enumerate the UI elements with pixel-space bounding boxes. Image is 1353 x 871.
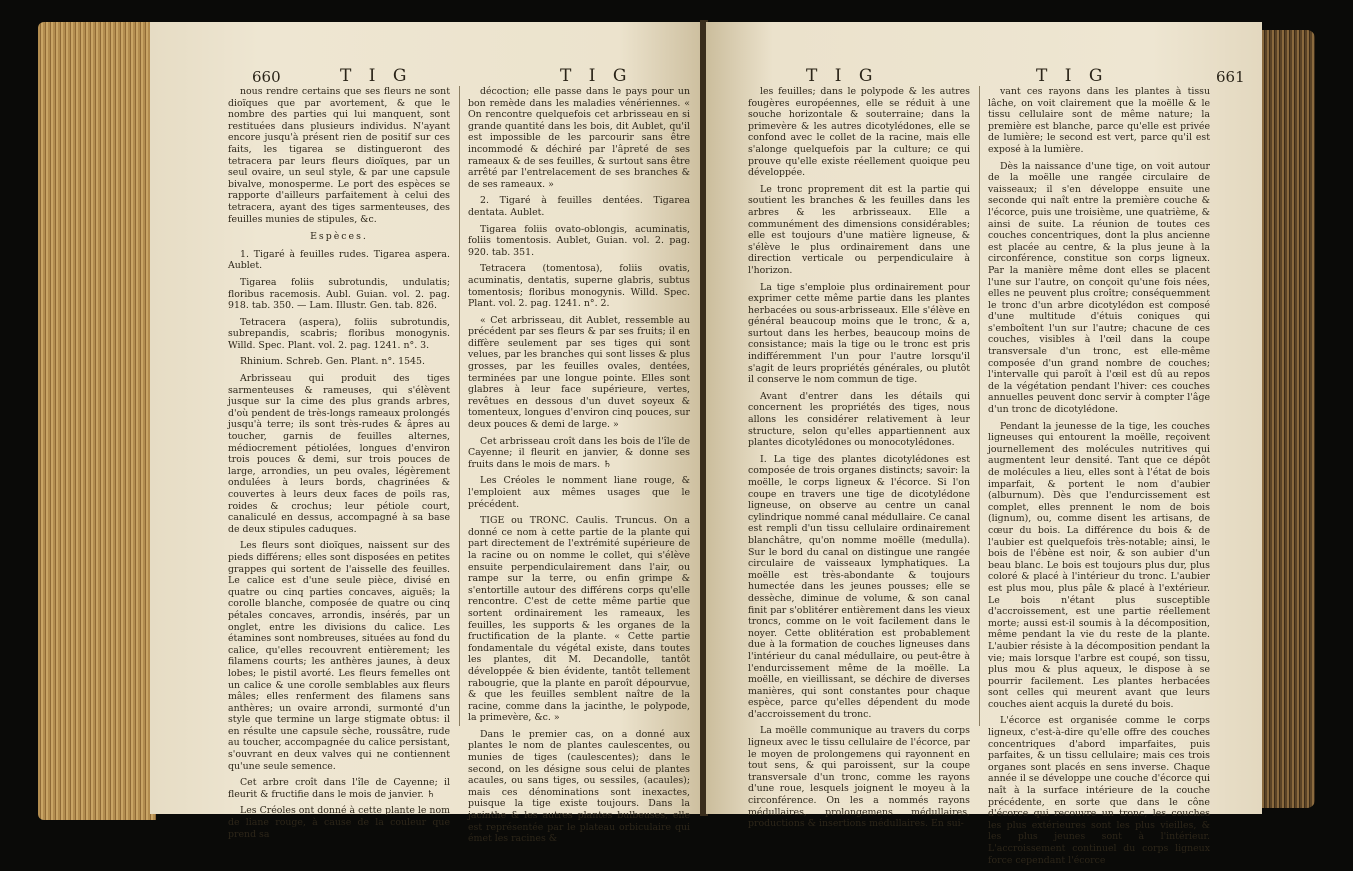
text-column-2 — [468, 86, 690, 850]
paragraph: les feuilles; dans le polypode & les autres fougères européennes, elle se réduit à une souche horizontale & souterraine; dans la primevère & les autres dicotylédones, elle se confond avec le collet de la racine, mais elle s'alonge quelquefois par la culture; ce qui prouve qu'elle existe réellement quoique peu développée. — [748, 86, 970, 179]
running-head: T I G — [1036, 66, 1109, 86]
text-column-1 — [228, 86, 450, 845]
paragraph: Espèces. — [310, 231, 368, 243]
page-number: 661 — [1216, 68, 1245, 86]
paragraph: Dans le premier cas, on a donné aux plantes le nom de plantes caulescentes, ou munies de tiges (caulescentes); dans le second, on les désigne sous celui de plantes acaules, ou sans tiges, ou sessiles, (acaules); mais ces dénominations sont inexactes, puisque la tige existe toujours. Dans la jacinthe & les autres plantes bulbeuses, elle est représentée par le plateau orbiculaire qui émet les racines & — [468, 728, 690, 845]
paragraph: La tige s'emploie plus ordinairement pour exprimer cette même partie dans les plantes herbacées ou sous-arbrisseaux. Elle s'élève en général beaucoup moins que le tronc, & a, surtout dans les herbes, beaucoup moins de consistance; mais la tige ou le tronc est pris indifféremment l'un pour l'autre lorsqu'il s'agit de leurs propriétés générales, ou plutôt il conserve le nom commun de tige. — [748, 281, 970, 386]
column-rule — [979, 86, 980, 726]
text-column-2 — [988, 86, 1210, 871]
left-page — [150, 22, 702, 845]
paragraph: nous rendre certains que ses fleurs ne sont dioïques que par avortement, & que le nombre des parties qui lui manquent, sont restituées dans plusieurs individus. N'ayant encore jusqu'à présent rien de positif sur ces faits, les tigarea se distingueront des tetracera par leurs fleurs dioïques, par un seul ovaire, un seul style, & par une capsule bivalve, monosperme. Le port des espèces se rapporte d'ailleurs parfaitement à celui des tetracera, ayant des tiges sarmenteuses, des feuilles munies de stipules, &c. — [228, 86, 450, 225]
text-column-1 — [748, 86, 970, 835]
paragraph: Avant d'entrer dans les détails qui concernent les propriétés des tiges, nous allons les considérer relativement à leur structure, selon qu'elles appartiennent aux plantes dicotylédones ou monocotylédones. — [748, 390, 970, 449]
running-head: T I G — [560, 66, 633, 86]
running-head: T I G — [806, 66, 879, 86]
paragraph: Tigarea foliis subrotundis, undulatis; floribus racemosis. Aubl. Guian. vol. 2. pag. 918. tab. 350. — Lam. Illustr. Gen. tab. 826. — [228, 276, 450, 312]
paragraph: Rhinium. Schreb. Gen. Plant. n°. 1545. — [240, 356, 425, 368]
paragraph: Tigarea foliis ovato-oblongis, acuminatis, foliis tomentosis. Aublet, Guian. vol. 2. pag. 920. tab. 351. — [468, 223, 690, 258]
paragraph: Arbrisseau qui produit des tiges sarmenteuses & rameuses, qui s'élèvent jusque sur la cime des plus grands arbres, d'où pendent de très-longs rameaux prolongés jusqu'à terre; ils sont très-rudes & âpres au toucher, garnis de feuilles alternes, médiocrement pétiolées, longues d'environ trois pouces & demi, sur trois pouces de large, arrondies, un peu ovales, légèrement ondulées à leurs bords, chagrinées & couvertes à leurs deux faces de poils ras, roides & crochus; leur pétiole court, canaliculé en dessus, accompagné à sa base de deux stipules caduques. — [228, 373, 450, 535]
paragraph: Le tronc proprement dit est la partie qui soutient les branches & les feuilles dans les arbres & les arbrisseaux. Elle a communément des dimensions considérables; elle est toujours d'une matière ligneuse, & s'élève le plus ordinairement dans une direction verticale ou perpendiculaire à l'horizon. — [748, 183, 970, 276]
paragraph: I. La tige des plantes dicotylédones est composée de trois organes distincts; savoir: la moëlle, le corps ligneux & l'écorce. Si l'on coupe en travers une tige de dicotylédone ligneuse, on observe au centre un canal cylindrique nommé canal médullaire. Ce canal est rempli d'un tissu cellulaire ordinairement blanchâtre, qu'on nomme moëlle (medulla). Sur le bord du canal on distingue une rangée circulaire de vaisseaux lymphatiques. La moëlle est très-abondante & toujours humectée dans les jeunes pousses; elle se dessèche, diminue de volume, & son canal finit par s'oblitérer entièrement dans les vieux troncs, comme on le voit facilement dans le noyer. Cette oblitération est probablement due à la formation de couches ligneuses dans l'intérieur du canal médullaire, ou peut-être à l'endurcissement même de la moëlle. La moëlle, en vieillissant, se déchire de diverses manières, qui sont constantes pour chaque espèce, parce qu'elles dépendent du mode d'accroissement du tronc. — [748, 453, 970, 720]
page-number: 660 — [252, 68, 281, 86]
book-fore-edge — [38, 22, 156, 820]
paragraph: TIGE ou TRONC. Caulis. Truncus. On a donné ce nom à cette partie de la plante qui part directement de l'extrémité supérieure de la racine ou on nomme le collet, qui s'élève ensuite perpendiculairement dans l'air, ou rampe sur la terre, ou enfin grimpe & s'entortille autour des différens corps qu'elle rencontre. C'est de cette même partie que sortent ordinairement les rameaux, les feuilles, les supports & les organes de la fructification de la plante. « Cette partie fondamentale du végétal existe, dans toutes les plantes, dit M. Decandolle, tantôt développée & bien évidente, tantôt tellement rabougrie, que la plante en paroît dépourvue, & que les feuilles semblent naître de la racine, comme dans la jacinthe, le polypode, la primevère, &c. » — [468, 515, 690, 724]
paragraph: Les Créoles ont donné à cette plante le nom de liane rouge, à cause de la couleur que prend sa — [228, 805, 450, 840]
paragraph: Cet arbre croît dans l'île de Cayenne; il fleurit & fructifie dans le mois de janvier. ♄ — [228, 777, 450, 800]
paragraph: décoction; elle passe dans le pays pour un bon remède dans les maladies vénériennes. « On rencontre quelquefois cet arbrisseau en si grande quantité dans les bois, dit Aublet, qu'il est impossible de les parcourir sans être incommodé & déchiré par l'âpreté de ses rameaux & de ses feuilles, & surtout sans être arrêté par l'entrelacement de ses branches & de ses rameaux. » — [468, 86, 690, 190]
paragraph: Pendant la jeunesse de la tige, les couches ligneuses qui entourent la moëlle, reçoivent journellement des molécules nutritives qui augmentent leur densité. Tant que ce dépôt de molécules a lieu, elles sont à l'état de bois imparfait, & portent le nom d'aubier (alburnum). Dès que l'endurcissement est complet, elles prennent le nom de bois (lignum), ou, comme disent les artisans, de cœur du bois. La différence du bois & de l'aubier est quelquefois très-notable; ainsi, le bois de l'ébène est noir, & son aubier d'un beau blanc. Le bois est toujours plus dur, plus coloré & placé à l'intérieur du tronc. L'aubier est plus mou, plus pâle & placé à l'extérieur. Le bois n'étant plus susceptible d'accroissement, est une partie réellement morte; aussi est-il soumis à la décomposition, même pendant la vie du reste de la plante. L'aubier résiste à la décomposition pendant la vie; mais lorsque l'arbre est coupé, son tissu, plus mou & plus aqueux, le dispose à se pourrir facilement. Les plantes herbacées sont celles qui meurent avant que leurs couches aient acquis la dureté du bois. — [988, 420, 1210, 710]
column-rule — [459, 86, 460, 726]
paragraph: La moëlle communique au travers du corps ligneux avec le tissu cellulaire de l'écorce, par le moyen de prolongemens qui rayonnent en tout sens, & qui paroissent, sur la coupe transversale d'un tronc, comme les rayons d'une roue, lesquels joignent le moyeu à la circonférence. On les a nommés rayons médullaires, prolongemens médullaires, productions & insertions médullaires. En sui- — [748, 725, 970, 830]
paragraph: « Cet arbrisseau, dit Aublet, ressemble au précédent par ses fleurs & par ses fruits; il en diffère seulement par ses tiges qui sont velues, par les branches qui sont lisses & plus grosses, par les feuilles ovales, dentées, terminées par une longue pointe. Elles sont glabres à leur face supérieure, vertes, revêtues en dessous d'un duvet soyeux & tomenteux, longues d'environ cinq pouces, sur deux pouces & demi de large. » — [468, 314, 691, 431]
paragraph: Tetracera (aspera), foliis subrotundis, subrepandis, scabris; floribus monogynis. Willd. Spec. Plant. vol. 2. pag. 1241. n°. 3. — [228, 316, 450, 351]
paragraph: L'écorce est organisée comme le corps ligneux, c'est-à-dire qu'elle offre des couches concentriques d'abord imparfaites, puis parfaites, & un tissu cellulaire; mais ces trois organes sont placés en sens inverse. Chaque année il se développe une couche d'écorce qui naît à la surface intérieure de la couche précédente, en sorte que dans le cône d'écorce qui recouvre un tronc, les couches les plus extérieures sont les plus vieilles, & les plus jeunes sont à l'intérieur. L'accroissement continuel du corps ligneux force cependant l'écorce — [988, 715, 1210, 866]
paragraph: Les fleurs sont dioïques, naissent sur des pieds différens; elles sont disposées en petites grappes qui sortent de l'aisselle des feuilles. Le calice est d'une seule pièce, divisé en quatre ou cinq parties concaves, aiguës; la corolle blanche, composée de quatre ou cinq pétales concaves, arrondis, insérés, par un onglet, entre les divisions du calice. Les étamines sont nombreuses, situées au fond du calice, qu'elles recouvrent entièrement; les filamens courts; les anthères jaunes, à deux lobes; le pistil avorté. Les fleurs femelles ont un calice & une corolle semblables aux fleurs mâles; elles renferment des filamens sans anthères; un ovaire arrondi, surmonté d'un style que termine un large stigmate obtus: il en résulte une capsule sèche, roussâtre, rude au toucher, accompagnée du calice persistant, s'ouvrant en deux valves qui ne contiennent qu'une seule semence. — [228, 540, 450, 772]
paragraph: Les Créoles le nomment liane rouge, & l'emploient aux mêmes usages que le précédent. — [468, 475, 690, 510]
paragraph: 2. Tigaré à feuilles dentées. Tigarea dentata. Aublet. — [468, 195, 690, 218]
book-back-edge — [1255, 30, 1315, 808]
paragraph: 1. Tigaré à feuilles rudes. Tigarea aspera. Aublet. — [228, 248, 450, 272]
running-head: T I G — [340, 66, 413, 86]
paragraph: Tetracera (tomentosa), foliis ovatis, acuminatis, dentatis, superne glabris, subtus tomentosis; floribus monogynis. Willd. Spec. Plant. vol. 2. pag. 1241. n°. 2. — [468, 263, 690, 310]
paragraph: Dès la naissance d'une tige, on voit autour de la moëlle une rangée circulaire de vaisseaux; il s'en développe ensuite une seconde qui naît entre la première couche & l'écorce, puis une troisième, une quatrième, & ainsi de suite. La réunion de toutes ces couches concentriques, dont la plus ancienne est placée au centre, & la plus jeune à la circonférence, constitue son corps ligneux. Par la manière même dont elles se placent l'une sur l'autre, on conçoit qu'une fois nées, elles ne peuvent plus croître; conséquemment le tronc d'un arbre dicotylédon est composé d'une multitude d'étuis coniques qui s'emboîtent l'un sur l'autre; chacune de ces couches, visibles à l'œil dans la coupe transversale d'un tronc, est elle-même composée d'un grand nombre de couches; l'intervalle qui paroît à l'œil est dû au repos de la végétation pendant l'hiver: ces couches annuelles peuvent donc servir à compter l'âge d'un tronc de dicotylédone. — [988, 160, 1210, 416]
right-page — [706, 22, 1262, 866]
paragraph: Cet arbrisseau croît dans les bois de l'île de Cayenne; il fleurit en janvier, & donne ses fruits dans le mois de mars. ♄ — [468, 435, 690, 470]
paragraph: vant ces rayons dans les plantes à tissu lâche, on voit clairement que la moëlle & le tissu cellulaire sont de même nature; la première est blanche, parce qu'elle est privée de lumière; le second est vert, parce qu'il est exposé à la lumière. — [988, 86, 1210, 155]
